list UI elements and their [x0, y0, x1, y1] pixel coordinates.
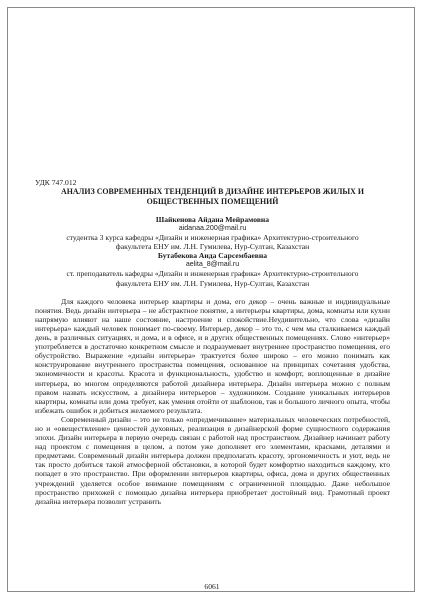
title-line-1: АНАЛИЗ СОВРЕМЕННЫХ ТЕНДЕНЦИЙ В ДИЗАЙНЕ ИНТЕРЬЕРОВ ЖИЛЫХ И [61, 187, 364, 197]
author-name: Бутабекова Аида Сарсембаевна [157, 251, 268, 261]
author-name: Шайкенова Айдана Мейрамовна [155, 214, 270, 224]
author-affiliation-line-1: студентка 3 курса кафедры «Дизайн и инженерная графика» Архитектурно-строительного [66, 233, 359, 243]
body-paragraph: Современный дизайн – это не только «опредмечивание» материальных человеческих потребностей, но и «овеществление» ценностей духовных, реализация в дизайнерской форме сущностного содержания эпохи. Дизайн интерьера в первую очередь связан с работой над пространством. Дизайнер начинает работу над проектом с помещения в целом, а потом уже дополняет его элементами, красками, деталями и предметами. Современный дизайн интерьера должен предполагать красоту, эргономичность и уют, ведь не так просто добиться такой атмосферной обстановки, в которой будет комфортно находиться каждому, кто попадет в это пространство. При оформлении интерьеров квартиры, офиса, дома и других общественных учреждений уделяется особое внимание помещениям с ограниченной площадью. Даже небольшое пространство прихожей с помощью дизайна интерьера приобретает достойный вид. Грамотный проект дизайна интерьера позволит устранить [35, 414, 390, 506]
body-paragraph: Для каждого человека интерьер квартиры и дома, его декор – очень важные и индивидуальные понятия. Ведь дизайн интерьера – не абстрактное понятие, а интерьеры квартиры, дома, комнаты или кухни напрямую влияют на наше состояние, настроение и спокойствие.Неудивительно, что слова «дизайн интерьера» каждый человек понимает по-своему. Интерьер, декор – это то, с чем мы сталкиваемся каждый день, в различных ситуациях, и дома, и в офисе, и в других общественных помещениях. Слово «интерьер» употребляется в достаточно конкретном смысле и подразумевает внутреннее пространство помещения, его обустройство. Выражение «дизайн интерьера» трактуется более широко – его можно понимать как конструирование внутреннего пространства помещения, основанное на принципах сочетания удобства, экономичности и красоты. Красота и функциональность, удобство и комфорт, воплощенные в дизайне интерьера, во многом определяются работой дизайнера интерьера. Дизайн интерьера можно с полным правом назвать искусством, а дизайнера интерьеров – художником. Создание уникальных интерьеров квартиры, комнаты или дома требует, как умения отойти от шаблонов, так и большого личного опыта, чтобы избежать ошибок и добиться желаемого результата. [35, 296, 390, 415]
paper-title [35, 187, 390, 206]
author-affiliation-line-2: факультета ЕНУ им. Л.Н. Гумилева, Нур-Султан, Казахстан [115, 278, 310, 288]
author-email: aidanaa.200@mail.ru [178, 224, 247, 232]
author-affiliation-line-1: ст. преподаватель кафедры «Дизайн и инженерная графика» Архитектурно-строительного [66, 269, 359, 279]
paper-page [35, 178, 390, 506]
author-email: aelita_8@mail.ru [185, 260, 240, 269]
author-block-2 [35, 251, 390, 287]
author-block-1 [35, 215, 390, 251]
author-affiliation-line-2: факультета ЕНУ им. Л.Н. Гумилева, Нур-Султан, Казахстан [115, 242, 310, 252]
udk-code: УДК 747.012 [35, 178, 77, 187]
page-number: 6061 [204, 582, 220, 591]
title-line-2: ОБЩЕСТВЕННЫХ ПОМЕЩЕНИЙ [146, 196, 279, 206]
